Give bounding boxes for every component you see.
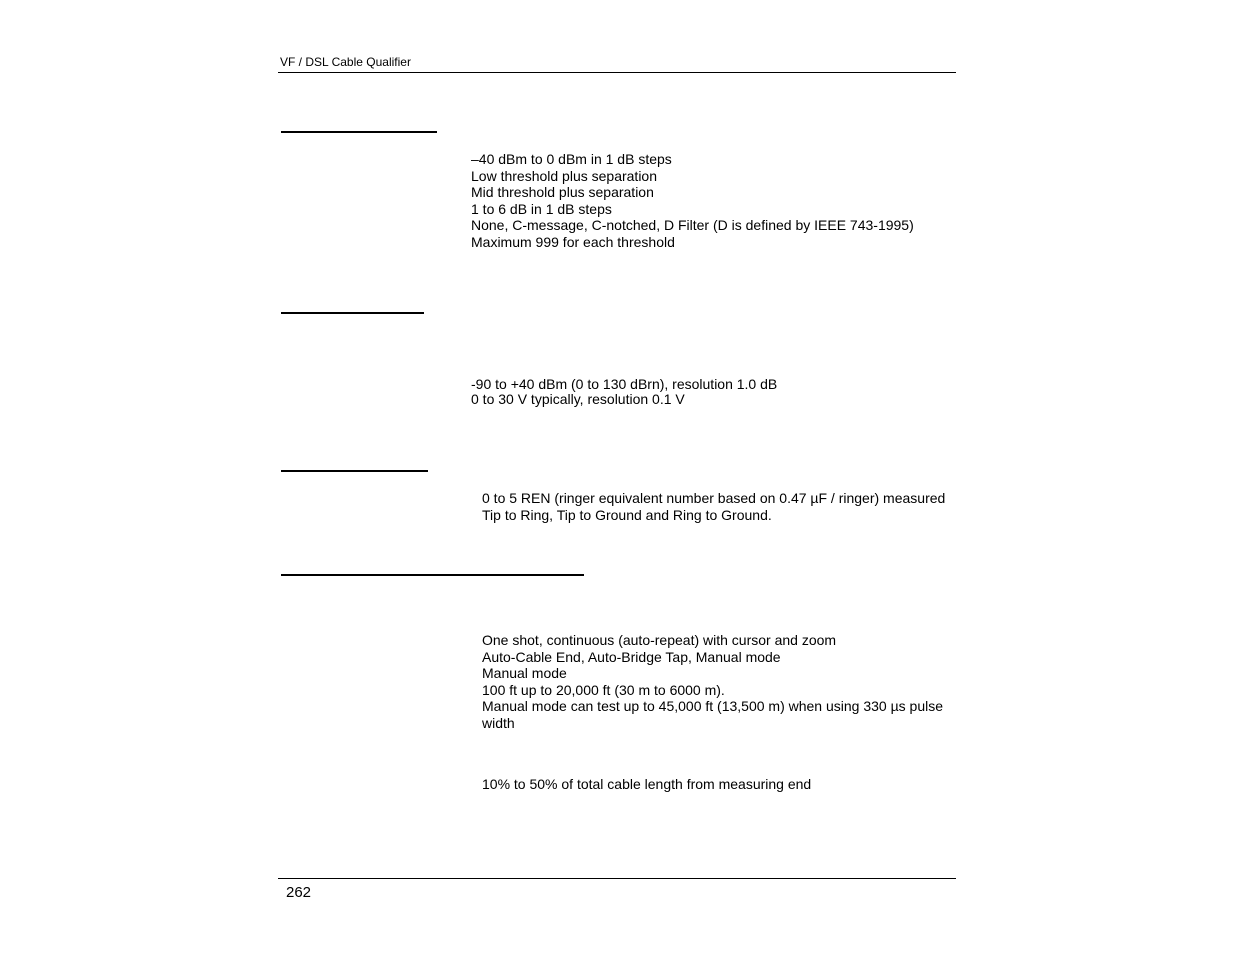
measurement-specs-block bbox=[471, 377, 777, 406]
spec-line: 0 to 30 V typically, resolution 0.1 V bbox=[471, 390, 685, 407]
page-number: 262 bbox=[286, 884, 312, 901]
spec-line: None, C-message, C-notched, D Filter (D is defined by IEEE 743-1995) bbox=[471, 217, 914, 234]
spec-line: 10% to 50% of total cable length from measuring end bbox=[482, 776, 812, 792]
footer-divider bbox=[278, 878, 956, 879]
spec-line: Mid threshold plus separation bbox=[471, 184, 654, 201]
threshold-specs-block bbox=[471, 151, 914, 251]
spec-line: 100 ft up to 20,000 ft (30 m to 6000 m). bbox=[482, 681, 725, 698]
header-divider bbox=[278, 72, 956, 73]
section-heading-rule-2 bbox=[281, 312, 424, 314]
spec-line: One shot, continuous (auto-repeat) with cursor and zoom bbox=[482, 632, 837, 648]
ringer-specs-block bbox=[482, 490, 945, 523]
spec-line: Auto-Cable End, Auto-Bridge Tap, Manual mode bbox=[482, 648, 781, 665]
spec-line: –40 dBm to 0 dBm in 1 dB steps bbox=[471, 151, 672, 167]
spec-line: 1 to 6 dB in 1 dB steps bbox=[471, 200, 612, 217]
tdr-specs-block bbox=[482, 632, 943, 732]
spec-line: width bbox=[482, 714, 515, 731]
section-heading-rule-1 bbox=[281, 131, 437, 133]
spec-line: -90 to +40 dBm (0 to 130 dBrn), resolution 1.0 dB bbox=[471, 376, 778, 392]
section-heading-rule-3 bbox=[281, 470, 428, 472]
document-title: VF / DSL Cable Qualifier bbox=[280, 55, 411, 69]
spec-line: Manual mode bbox=[482, 665, 567, 682]
spec-line: Maximum 999 for each threshold bbox=[471, 233, 675, 250]
dead-zone-spec bbox=[482, 776, 811, 793]
spec-line: Low threshold plus separation bbox=[471, 167, 658, 184]
spec-line: 0 to 5 REN (ringer equivalent number based on 0.47 µF / ringer) measured bbox=[482, 490, 946, 506]
section-heading-rule-4 bbox=[281, 574, 584, 576]
spec-line: Manual mode can test up to 45,000 ft (13,500 m) when using 330 µs pulse bbox=[482, 698, 944, 715]
spec-line: Tip to Ring, Tip to Ground and Ring to Ground. bbox=[482, 506, 772, 523]
